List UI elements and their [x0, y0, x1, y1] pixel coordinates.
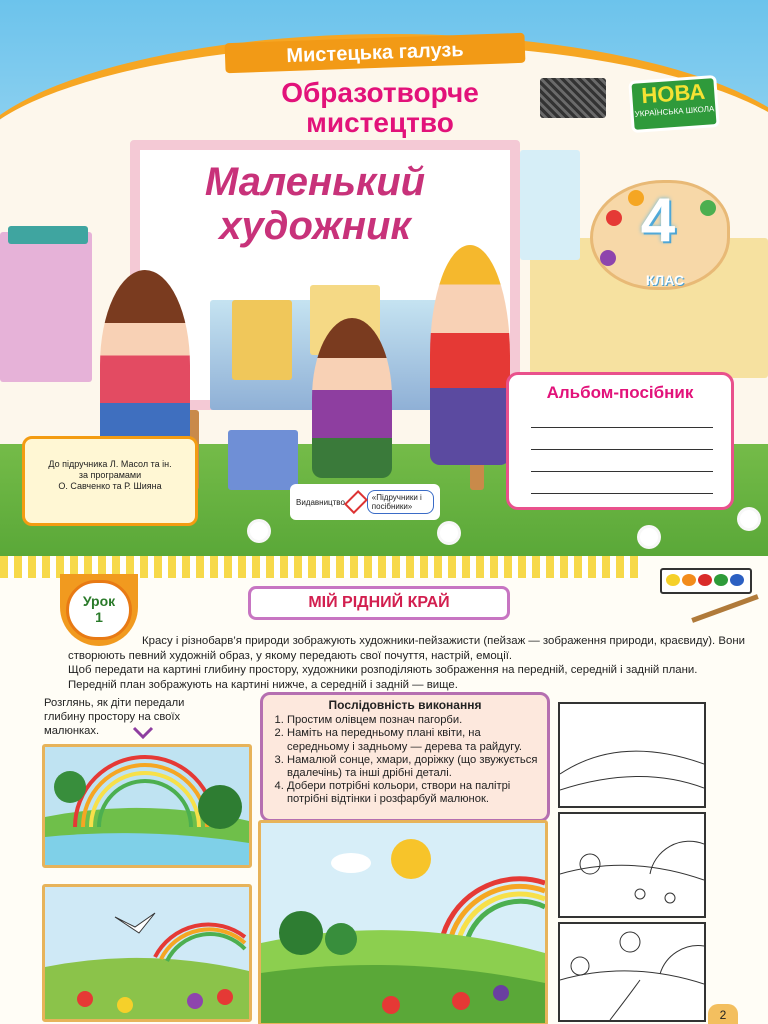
sample-painting — [258, 820, 548, 1024]
name-line — [531, 493, 713, 494]
grade-number: 4 — [640, 186, 676, 255]
paint-blue — [730, 574, 744, 586]
textbook-reference — [22, 436, 198, 526]
building-tall — [520, 150, 580, 260]
child-drawing-bird-flowers — [42, 884, 252, 1022]
watercolor-set-illustration — [660, 562, 760, 622]
flower-icon — [740, 510, 758, 528]
reference-line-2: за програмами — [78, 470, 142, 480]
steps-title: Послідовність виконання — [328, 698, 482, 712]
subject-line-2: мистецтво — [306, 107, 454, 138]
step-item: 1. Простим олівцем познач пагорби. — [287, 714, 539, 727]
look-instruction: Розглянь, як діти передали глибину простору на своїх малюнках. — [44, 697, 185, 737]
title-line-2: художник — [219, 204, 411, 248]
building-left — [0, 232, 92, 382]
subject-line-1: Образотворче — [281, 77, 479, 108]
step-item: 4. Добери потрібні кольори, створи на палітрі потрібні відтінки і розфарбуй малюнок. — [287, 780, 539, 806]
name-line — [531, 449, 713, 450]
flower-icon — [250, 522, 268, 540]
paintbrush — [691, 594, 758, 623]
logo-text: НОВА — [640, 78, 706, 109]
publisher-box — [290, 484, 440, 520]
steps-list — [271, 714, 539, 806]
name-line — [531, 471, 713, 472]
stool — [228, 430, 298, 490]
outline-sketch-step-1 — [558, 702, 706, 808]
lesson-badge-inner — [66, 580, 132, 640]
intro-paragraph-1: Красу і різнобарв’я природи зображують художники-пейзажисти (пейзаж — зображення природи, краєвиду). Вони створюють певний художній образ, у якому передають свої почуття, настрій, емоції. — [68, 635, 745, 662]
publisher-logo-icon — [344, 490, 368, 514]
paint-red — [698, 574, 712, 586]
lesson-title: МІЙ РІДНИЙ КРАЙ — [248, 586, 510, 620]
field-banner: Мистецька галузь — [225, 33, 526, 73]
boy-standing-illustration — [430, 245, 510, 465]
name-line — [531, 427, 713, 428]
step-item: 2. Наміть на передньому плані квіти, на середньому і задньому — дерева та райдугу. — [287, 727, 539, 753]
logo-subtext: УКРАЇНСЬКА ШКОЛА — [634, 104, 715, 119]
nova-school-logo — [628, 75, 719, 133]
paint-dot-purple — [600, 250, 616, 266]
flower-icon — [640, 528, 658, 546]
lesson-intro — [68, 634, 748, 692]
boy-sitting-illustration — [312, 318, 392, 478]
album-label-box — [506, 372, 734, 510]
paint-dot-green — [700, 200, 716, 216]
subject-title — [200, 78, 560, 138]
book-title — [150, 160, 480, 248]
intro-paragraph-2: Щоб передати на картині глибину простору, художники розподіляють зображення на передній, середній і задній плани. Передній план зображують на картині нижче, а середній і задній — вище. — [68, 664, 698, 691]
reference-line-1: До підручника Л. Масол та ін. — [48, 459, 172, 469]
girl-illustration — [100, 270, 190, 460]
paint-green — [714, 574, 728, 586]
lesson-label: Урок — [82, 593, 116, 609]
title-line-1: Маленький — [204, 160, 426, 204]
lesson-number: 1 — [95, 609, 103, 625]
step-item: 3. Намалюй сонце, хмари, доріжку (що звужується вдалечінь) та інші дрібні деталі. — [287, 754, 539, 780]
grade-label: КЛАС — [645, 272, 685, 288]
publisher-name: «Підручники і посібники» — [367, 490, 434, 514]
album-title: Альбом-посібник — [546, 383, 694, 402]
paint-orange — [682, 574, 696, 586]
publisher-label: Видавництво — [296, 497, 345, 507]
lesson-page — [0, 556, 768, 1024]
outline-sketch-step-3 — [558, 922, 706, 1022]
outline-sketch-step-2 — [558, 812, 706, 918]
flower-icon — [440, 524, 458, 542]
page-number: 2 — [708, 1004, 738, 1024]
child-drawing-rainbow-river — [42, 744, 252, 868]
hologram-sticker — [540, 78, 606, 118]
easel-painting-house — [232, 300, 292, 380]
reference-line-3: О. Савченко та Р. Шияна — [58, 481, 162, 491]
steps-box — [260, 692, 550, 822]
chevron-down-icon — [132, 726, 154, 740]
building-left-roof — [8, 226, 88, 244]
paint-yellow — [666, 574, 680, 586]
